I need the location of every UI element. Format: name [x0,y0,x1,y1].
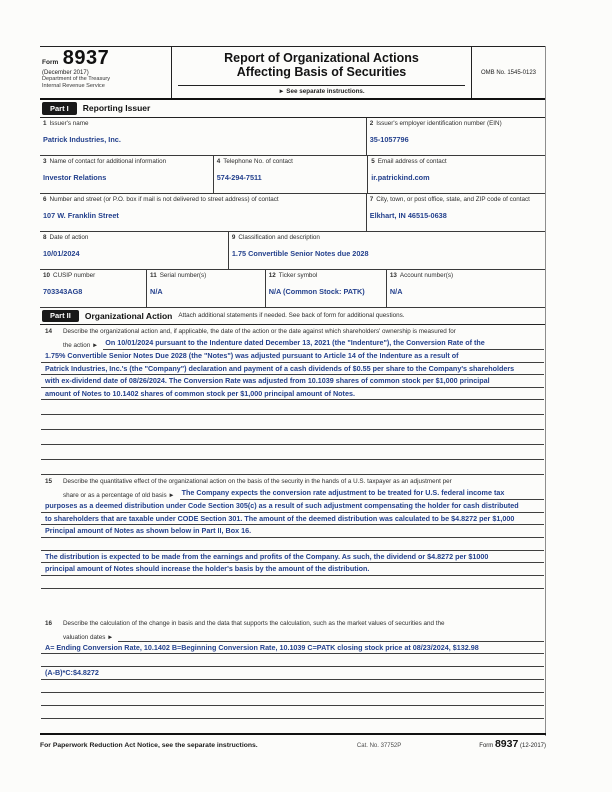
question-16-answer-line: (A-B)*C:$4.8272 [41,667,544,680]
question-15 [40,475,545,589]
question-15-answer-line: The distribution is expected to be made from the earnings and profits of the Company. As such, the dividend or $4.8272 per $1000 [41,551,544,564]
field-2-label: Issuer's employer identification number (EIN) [376,120,502,127]
ruled-line [41,706,544,719]
row-contact [40,156,545,194]
field-telephone [213,156,368,193]
field-classification [228,232,545,269]
part2-note: Attach additional statements if needed. See back of form for additional questions. [178,312,405,320]
field-1-label: Issuer's name [49,120,89,127]
ruled-line [41,680,544,693]
field-6-label: Number and street (or P.O. box if mail is not delivered to street address) of contact [49,196,279,203]
footer-form-revision: (12-2017) [519,743,546,749]
field-9-label: Classification and description [238,234,320,241]
question-14-answer-line: On 10/01/2024 pursuant to the Indenture dated December 13, 2021 (the "Indenture"), the Conversion Rate of the [103,337,544,350]
form-id-block [40,47,172,98]
part2-bar [40,308,545,326]
field-7-value: Elkhart, IN 46515-0638 [369,210,447,220]
field-9-number: 9 [231,234,236,241]
field-serial [146,270,265,307]
field-4-value: 574-294-7511 [216,172,262,182]
field-5-label: Email address of contact [377,158,447,165]
field-ein [366,118,545,155]
question-14-answer-line: with ex-dividend date of 08/26/2024. The Conversion Rate was adjusted from 10.1039 shares of common stock per $1,000 principal [41,375,544,388]
field-8-label: Date of action [49,234,89,241]
question-14-answer-line: Patrick Industries, Inc.'s (the "Company") declaration and payment of a cash dividends of $0.55 per share to the Company's shareholders [41,363,544,376]
field-3-label: Name of contact for additional information [49,158,167,165]
field-12-value: N/A (Common Stock: PATK) [268,286,365,296]
ruled-line [41,576,544,589]
form-8937 [40,46,546,736]
field-7-label: City, town, or post office, state, and ZIP code of contact [376,196,530,203]
field-cusip [40,270,146,307]
question-14 [40,325,545,475]
part1-badge: Part I [42,102,77,115]
ruled-line [41,400,544,415]
question-15-answer-line: Principal amount of Notes as shown below in Part II, Box 16. [41,525,544,538]
question-14-answer-line: amount of Notes to 10.1402 shares of common stock per $1,000 principal amount of Notes. [41,388,544,401]
ruled-line [41,430,544,445]
row-identifiers [40,270,545,308]
question-14-label-cont: the action ► [63,342,99,349]
field-street [40,194,366,231]
field-11-number: 11 [150,272,157,279]
field-8-value: 10/01/2024 [43,248,80,258]
form-header [40,46,545,100]
footer-form-id [479,738,546,750]
form-number: 8937 [62,47,110,69]
field-10-label: CUSIP number [53,272,96,279]
part2-badge: Part II [42,310,79,323]
field-10-number: 10 [43,272,51,279]
field-contact-name [40,156,213,193]
field-4-number: 4 [216,158,221,165]
agency-line-2: Internal Revenue Service [42,82,105,89]
field-13-label: Account number(s) [399,272,454,279]
catalog-number: Cat. No. 37752P [356,743,402,749]
form-revision: (December 2017) [42,70,89,76]
field-3-number: 3 [43,158,47,165]
field-12-number: 12 [268,272,276,279]
see-separate-instructions: ► See separate instructions. [178,85,465,96]
ruled-line [41,654,544,667]
part1-bar [40,100,545,118]
field-issuer-name [40,118,366,155]
field-email [367,156,545,193]
question-14-number: 14 [45,328,53,335]
ruled-line [41,445,544,460]
question-14-answer-line: 1.75% Convertible Senior Notes Due 2028 (the "Notes") was adjusted pursuant to Article 14 of the Indenture as a result of [41,350,544,363]
field-4-label: Telephone No. of contact [223,158,293,165]
question-15-answer-line: to shareholders that are taxable under CODE Section 301. The amount of the deemed distribution was calculated to be $4.8272 per $1,000 [41,513,544,526]
field-2-number: 2 [369,120,374,127]
question-15-answer-line: purposes as a deemed distribution under Code Section 305(c) as a result of such adjustment compensating the holder for cash distributed [41,500,544,513]
form-title-block [172,47,471,98]
footer-form-word: Form [479,743,494,749]
ruled-line [41,538,544,551]
field-city-state-zip [366,194,545,231]
form-footer [40,733,546,750]
ruled-line [41,460,544,475]
field-2-value: 35-1057796 [369,134,409,144]
question-15-answer-line: principal amount of Notes should increase the holder's basis by the amount of the distribution. [41,563,544,576]
question-15-label-cont: share or as a percentage of old basis ► [63,492,175,499]
ruled-line [41,415,544,430]
question-16-label-cont: valuation dates ► [63,633,114,641]
footer-form-number: 8937 [494,738,519,750]
question-16-answer-line: A= Ending Conversion Rate, 10.1402 B=Beginning Conversion Rate, 10.1039 C=PATK closing stock price at 08/23/2024, $132.98 [41,642,544,655]
part1-heading: Reporting Issuer [82,103,151,114]
field-5-number: 5 [371,158,375,165]
question-15-label: Describe the quantitative effect of the organizational action on the basis of the security in the hands of a U.S. taxpayer as an adjustment per [63,478,452,485]
question-16-number: 16 [45,619,53,627]
field-6-number: 6 [43,196,47,203]
omb-number: OMB No. 1545-0123 [471,47,545,98]
field-5-value: ir.patrickind.com [371,172,430,182]
field-13-value: N/A [389,286,403,296]
field-8-number: 8 [43,234,47,241]
field-1-value: Patrick Industries, Inc. [43,134,121,144]
form-title-line-1: Report of Organizational Actions [224,51,419,65]
field-13-number: 13 [389,272,397,279]
question-16-label: Describe the calculation of the change in basis and the data that supports the calculation, such as the market values of securities and the [63,619,445,627]
part2-heading: Organizational Action [84,310,173,321]
field-3-value: Investor Relations [43,172,107,182]
row-action [40,232,545,270]
question-15-answer-line: The Company expects the conversion rate adjustment to be treated for U.S. federal income tax [180,487,544,500]
field-11-label: Serial number(s) [159,272,207,279]
field-12-label: Ticker symbol [278,272,318,279]
field-account [386,270,545,307]
question-14-label: Describe the organizational action and, if applicable, the date of the action or the date against which shareholders' ownership is measured for [63,328,456,335]
row-address [40,194,545,232]
question-15-number: 15 [45,478,53,485]
form-title-line-2: Affecting Basis of Securities [236,65,407,79]
field-11-value: N/A [150,286,163,296]
row-issuer [40,118,545,156]
form-word: Form [42,59,59,66]
field-date-of-action [40,232,228,269]
field-9-value: 1.75 Convertible Senior Notes due 2028 [231,248,369,258]
field-10-value: 703343AG8 [43,286,83,296]
field-1-number: 1 [43,120,47,127]
question-16 [40,617,545,719]
paperwork-notice: For Paperwork Reduction Act Notice, see the separate instructions. [40,742,258,749]
agency-line-1: Department of the Treasury [42,76,111,82]
field-7-number: 7 [369,196,374,203]
field-ticker [265,270,386,307]
field-6-value: 107 W. Franklin Street [43,210,119,220]
ruled-line [41,693,544,706]
